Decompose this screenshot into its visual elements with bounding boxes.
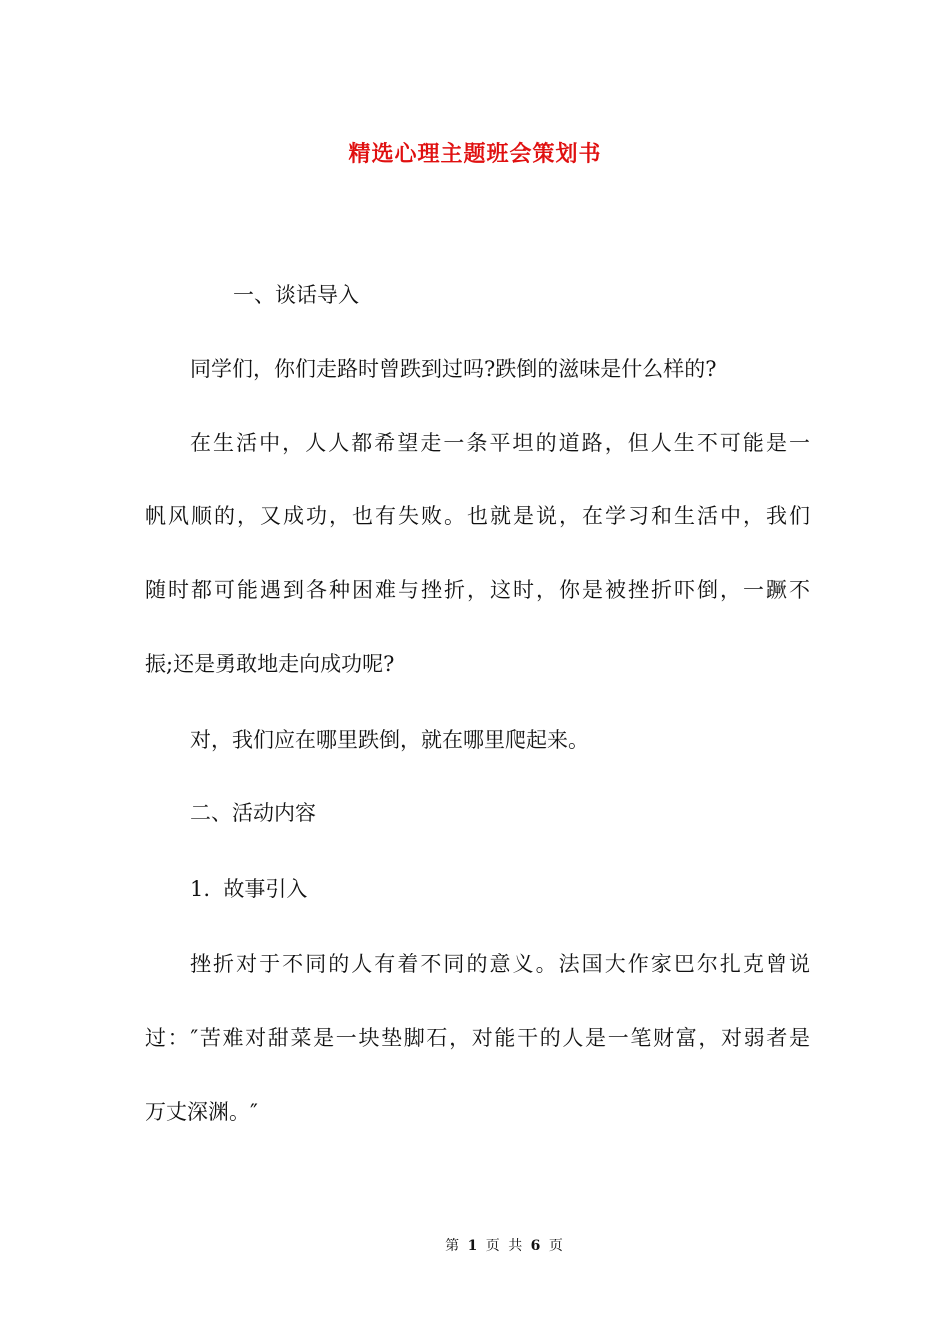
paragraph-line: 帆风顺的，又成功，也有失败。也就是说，在学习和生活中，我们 [145,504,810,528]
paragraph-line: 万丈深渊。″ [145,1100,258,1124]
paragraph-line: 对，我们应在哪里跌倒，就在哪里爬起来。 [190,728,589,752]
page-footer [0,1236,950,1256]
footer-page-number: 1 [467,1238,480,1254]
document-title: 精选心理主题班会策划书 [348,141,602,167]
paragraph-line: 在生活中，人人都希望走一条平坦的道路，但人生不可能是一 [190,431,810,455]
footer-suffix: 页 [548,1238,565,1254]
paragraph-line: 挫折对于不同的人有着不同的意义。法国大作家巴尔扎克曾说 [190,952,810,976]
paragraph-line: 随时都可能遇到各种困难与挫折，这时，你是被挫折吓倒，一蹶不 [145,578,810,602]
paragraph-line: 振;还是勇敢地走向成功呢? [145,652,395,676]
heading-activity-content: 二、活动内容 [190,801,316,825]
footer-prefix: 第 [445,1238,462,1254]
paragraph-line: 同学们，你们走路时曾跌到过吗?跌倒的滋味是什么样的? [190,357,717,381]
footer-middle: 页 共 [485,1238,525,1254]
footer-total-pages: 6 [530,1238,543,1254]
subheading-story-intro: 1. 故事引入 [190,877,308,901]
heading-talk-intro: 一、谈话导入 [233,283,359,307]
paragraph-line: 过：″苦难对甜菜是一块垫脚石，对能干的人是一笔财富，对弱者是 [145,1026,810,1050]
